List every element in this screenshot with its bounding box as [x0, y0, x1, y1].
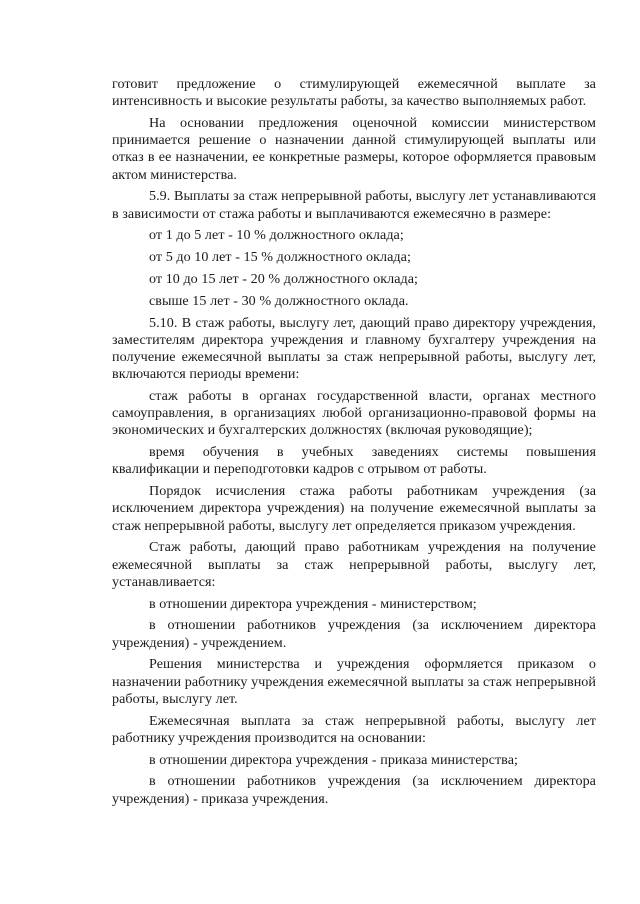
list-item-director: в отношении директора учреждения - министерством; [149, 595, 477, 612]
list-item-employees: в отношении работников учреждения (за исключением директора учреждения) - учреждением. [112, 617, 596, 651]
paragraph-service-established: Стаж работы, дающий право работникам учреждения на получение ежемесячной выплаты за стаж непрерывной работы, выслугу лет, устанавливается: [112, 539, 596, 590]
paragraph-payment-basis: Ежемесячная выплата за стаж непрерывной работы, выслугу лет работнику учреждения производится на основании: [112, 712, 596, 746]
paragraph-commission-decision: На основании предложения оценочной комиссии министерством принимается решение о назначении данной стимулирующей выплаты или отказ в ее назначении, ее конкретные размеры, которое оформляется правовым актом министерства. [112, 115, 596, 183]
list-item-rate-1: от 1 до 5 лет - 10 % должностного оклада; [149, 227, 404, 244]
list-item-employees-order: в отношении работников учреждения (за исключением директора учреждения) - приказа учреждения. [112, 773, 596, 807]
list-item-rate-3: от 10 до 15 лет - 20 % должностного оклада; [149, 271, 419, 287]
list-item-service-period-1: стаж работы в органах государственной власти, органах местного самоуправления, в организациях любой организационно-правовой формы на экономических и бухгалтерских должностях (включая руководящие); [112, 388, 596, 439]
list-item-rate-2: от 5 до 10 лет - 15 % должностного оклада; [149, 249, 411, 266]
document-page [112, 76, 596, 808]
paragraph-5-9: 5.9. Выплаты за стаж непрерывной работы, выслугу лет устанавливаются в зависимости от стажа работы и выплачиваются ежемесячно в размере: [112, 188, 596, 222]
list-item-rate-4: свыше 15 лет - 30 % должностного оклада. [149, 292, 409, 309]
paragraph-5-10: 5.10. В стаж работы, выслугу лет, дающий право директору учреждения, заместителям директора учреждения и главному бухгалтеру учреждения на получение ежемесячной выплаты за стаж непрерывной работы, выслугу лет, включаются периоды времени: [112, 314, 596, 383]
paragraph-continuation: готовит предложение о стимулирующей ежемесячной выплате за интенсивность и высокие результаты работы, за качество выполняемых работ. [112, 76, 596, 110]
paragraph-decisions: Решения министерства и учреждения оформляется приказом о назначении работнику учреждения ежемесячной выплаты за стаж непрерывной работы, выслугу лет. [112, 656, 596, 707]
list-item-director-order: в отношении директора учреждения - приказа министерства; [149, 751, 518, 768]
list-item-service-period-2: время обучения в учебных заведениях системы повышения квалификации и переподготовки кадров с отрывом от работы. [112, 444, 596, 478]
paragraph-calculation-order: Порядок исчисления стажа работы работникам учреждения (за исключением директора учреждения) на получение ежемесячной выплаты за стаж непрерывной работы, выслугу лет определяется приказом учреждения. [112, 483, 596, 534]
